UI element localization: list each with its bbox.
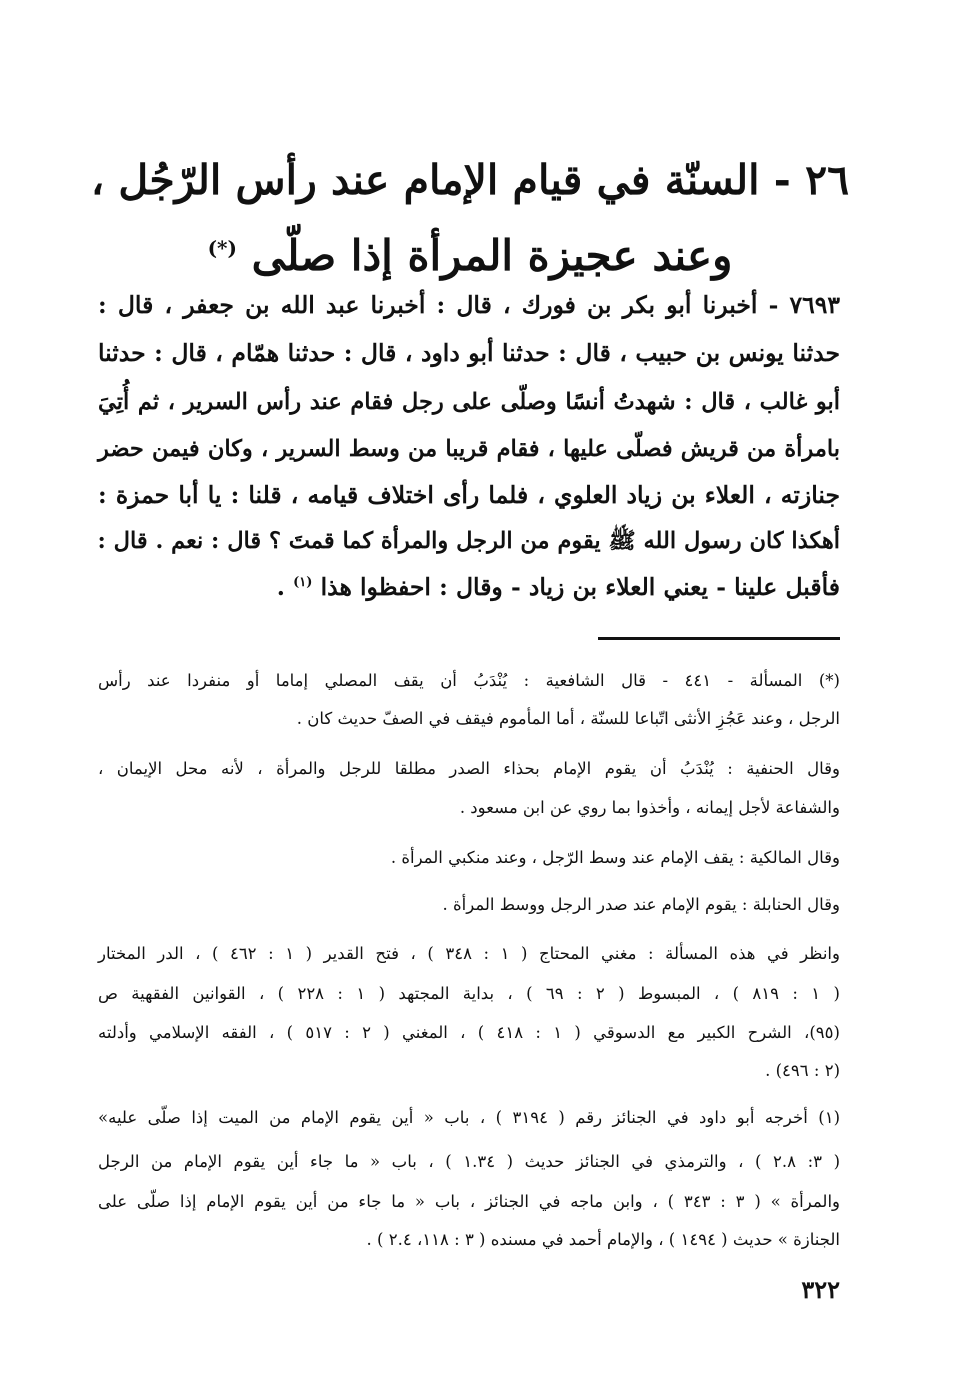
hadith-line: أهكذا كان رسول الله ﷺ يقوم من الرجل والمرأة كما قمتَ ؟ قال : نعم . قال : [97, 528, 840, 554]
hadith-line: ٧٦٩٣ - أخبرنا أبو بكر بن فورك ، قال : أخبرنا عبد الله بن جعفر ، قال : [98, 291, 840, 319]
footnote-ref: (١) [293, 575, 313, 590]
footnote-line: (١) أخرجه أبو داود في الجنائز رقم ( ٣١٩٤ ) ، باب « أين يقوم الإمام من الميت إذا صلّى عليه» [98, 1108, 840, 1127]
footnote-line: وقال الحنفية : يُنْدَبُ أن يقوم الإمام بحذاء الصدر مطلقا للرجل والمرأة ، لأنه محل الإيمان ، [98, 759, 840, 778]
footnote-line: وانظر في هذه المسألة : مغني المحتاج ( ١ : ٣٤٨ ) ، فتح القدير ( ١ : ٤٦٢ ) ، الدر المختار [98, 944, 840, 963]
footnote-line: ( ٣: ٢.٨ ) ، والترمذي في الجنائز حديث ( ١.٣٤ ) ، باب « ما جاء أين يقوم الإمام من الرجل [98, 1152, 841, 1171]
footnote-line: (٢ : ٤٩٦) . [765, 1061, 840, 1080]
title-footnote-marker: (*) [207, 236, 237, 260]
footnote-line: ( ١ : ٨١٩ ) ، المبسوط ( ٢ : ٦٩ ) ، بداية المجتهد ( ١ : ٢٢٨ ) ، القوانين الفقهية ص [98, 984, 840, 1003]
footnote-line: (٩٥)، الشرح الكبير مع الدسوقي ( ١ : ٤١٨ ) ، المغني ( ٢ : ٥١٧ ) ، الفقه الإسلامي وأدلته [98, 1023, 840, 1042]
page-number: ٣٢٢ [801, 1275, 840, 1304]
hadith-last-line [98, 566, 840, 604]
footnote-line: وقال المالكية : يقف الإمام عند وسط الرّجل ، وعند منكبي المرأة . [390, 848, 840, 867]
footnote-line: والشفاعة لأجل إيمانه ، وأخذوا بما روي عن ابن مسعود . [459, 798, 840, 817]
hadith-line: بامرأة من قريش فصلّى عليها ، فقام قريبا من وسط السرير ، وكان فيمن حضر [98, 436, 840, 462]
end-mark: . [276, 572, 285, 601]
footnote-line: والمرأة » ( ٣ : ٣٤٣ ) ، وابن ماجه في الجنائز ، باب « ما جاء من أين يقوم الإمام إذا صلّى على [98, 1192, 840, 1211]
hadith-line: فأقبل علينا - يعني العلاء بن زياد - وقال : احفظوا هذا [320, 572, 840, 601]
chapter-title-line-2 [90, 218, 850, 286]
hadith-line: أبو غالب ، قال : شهدتُ أنسًا وصلّى على رجل فقام عند رأس السرير ، ثم أُتِيَ [98, 389, 840, 415]
footnote-line: (*) المسألة - ٤٤١ - قال الشافعية : يُنْدَبُ أن يقف المصلي إماما أو منفردا عند رأس [98, 671, 840, 690]
chapter-title-line-1: ٢٦ - السنّة في قيام الإمام عند رأس الرّجُل ، [90, 156, 850, 204]
footnote-line: الرجل ، وعند عَجُزِ الأنثى اتّباعا للسنّة ، أما المأموم فيقف في الصفّ حديث كان . [296, 709, 840, 728]
footnote-line: وقال الحنابلة : يقوم الإمام عند صدر الرجل ووسط المرأة . [442, 895, 840, 914]
footnote-line: الجنازة » حديث ( ١٤٩٤ ) ، والإمام أحمد في مسنده ( ٣ : ١١٨، ٢.٤ ) . [366, 1230, 840, 1249]
hadith-line: حدثنا يونس بن حبيب ، قال : حدثنا أبو داود ، قال : حدثنا همّام ، قال : حدثنا [98, 339, 840, 367]
footnote-separator [598, 637, 840, 640]
chapter-title-text: وعند عجيزة المرأة إذا صلّى [251, 231, 733, 280]
hadith-line: جنازته ، العلاء بن زياد العلوي ، فلما رأى اختلاف قيامه ، قلنا : يا أبا حمزة : [98, 481, 840, 509]
